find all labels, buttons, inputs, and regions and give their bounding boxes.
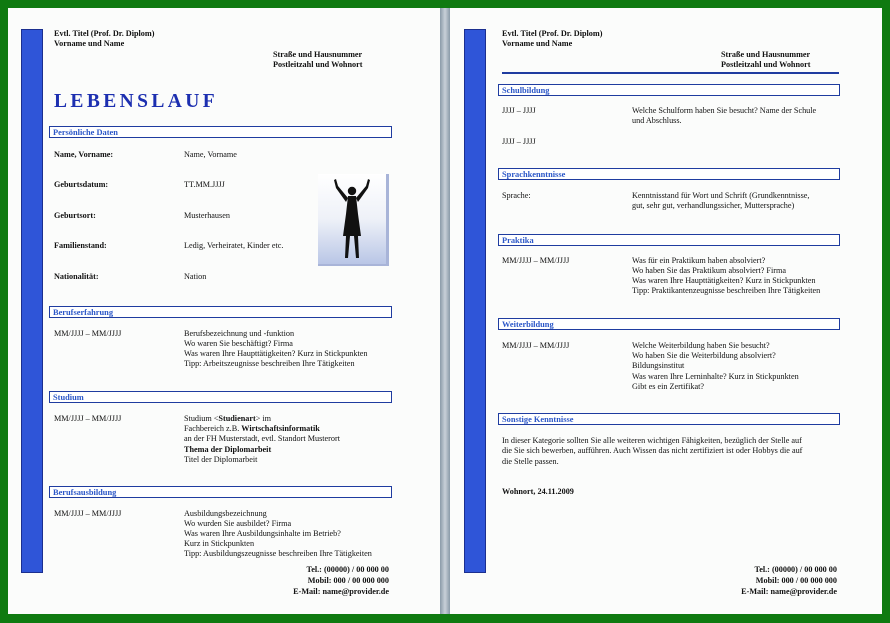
experience-line-1: Berufsbezeichnung und -funktion [184,329,295,338]
personal-value-family: Ledig, Verheiratet, Kinder etc. [184,241,284,250]
school-text-2: und Abschluss. [632,116,682,125]
school-text-1: Welche Schulform haben Sie besucht? Name der Schule [632,106,817,115]
page-left [8,8,440,614]
study-line-2: Fachbereich z.B. Wirtschaftsinformatik [184,424,320,433]
further-line-2: Wo haben Sie die Weiterbildung absolviert? [632,351,776,360]
personal-value-nationality: Nation [184,272,207,281]
footer-email: E-Mail: name@provider.de [741,587,837,596]
section-heading-internships: Praktika [498,234,840,246]
other-line-3: die Stelle passen. [502,457,559,466]
personal-label-family: Familienstand: [54,241,107,250]
study-date: MM/JJJJ – MM/JJJJ [54,414,122,423]
further-line-4: Was waren Ihre Lerninhalte? Kurz in Stickpunkten [632,372,799,381]
header-city: Postleitzahl und Wohnort [721,60,811,69]
further-line-1: Welche Weiterbildung haben Sie besucht? [632,341,770,350]
section-heading-other-skills: Sonstige Kenntnisse [498,413,840,425]
header-divider [502,72,839,74]
section-heading-experience: Berufserfahrung [49,306,392,318]
blue-side-bar [464,29,486,573]
study-line-3: an der FH Musterstadt, evtl. Standort Musterort [184,434,340,443]
personal-label-name: Name, Vorname: [54,150,114,159]
header-title-line: Evtl. Titel (Prof. Dr. Diplom) [54,29,155,38]
training-line-3: Was waren Ihre Ausbildungsinhalte im Betrieb? [184,529,341,538]
section-heading-further-training: Weiterbildung [498,318,840,330]
profile-photo [318,174,389,266]
section-heading-school: Schulbildung [498,84,840,96]
experience-line-3: Was waren Ihre Haupttätigkeiten? Kurz in Stickpunkten [184,349,368,358]
section-heading-training: Berufsausbildung [49,486,392,498]
header-city: Postleitzahl und Wohnort [273,60,363,69]
personal-label-birthdate: Geburtsdatum: [54,180,109,189]
internships-date: MM/JJJJ – MM/JJJJ [502,256,570,265]
footer-tel: Tel.: (00000) / 00 000 00 [754,565,837,574]
header-name-line: Vorname und Name [54,39,125,48]
page-gutter [440,8,450,614]
internships-line-1: Was für ein Praktikum haben absolviert? [632,256,766,265]
training-line-2: Wo wurden Sie ausbildet? Firma [184,519,292,528]
personal-value-name: Name, Vorname [184,150,237,159]
blue-side-bar [21,29,43,573]
section-heading-study: Studium [49,391,392,403]
personal-label-birthplace: Geburtsort: [54,211,96,220]
personal-value-birthdate: TT.MM.JJJJ [184,180,225,189]
footer-mobile: Mobil: 000 / 00 000 000 [307,576,389,585]
training-line-4: Kurz in Stickpunkten [184,539,255,548]
study-thesis-heading: Thema der Diplomarbeit [184,445,272,454]
place-date: Wohnort, 24.11.2009 [502,487,574,496]
internships-line-3: Was waren Ihre Haupttätigkeiten? Kurz in Stickpunkten [632,276,816,285]
personal-value-birthplace: Musterhausen [184,211,230,220]
section-heading-languages: Sprachkenntnisse [498,168,840,180]
header-street: Straße und Hausnummer [721,50,811,59]
footer-email: E-Mail: name@provider.de [293,587,389,596]
footer-mobile: Mobil: 000 / 00 000 000 [755,576,837,585]
personal-label-nationality: Nationalität: [54,272,99,281]
other-line-1: In dieser Kategorie sollten Sie alle weiteren wichtigen Fähigkeiten, bezüglich der Stelle auf [502,436,802,445]
experience-line-4: Tipp: Arbeitszeugnisse beschreiben Ihre Tätigkeiten [184,359,355,368]
training-date: MM/JJJJ – MM/JJJJ [54,509,122,518]
section-heading-personal: Persönliche Daten [49,126,392,138]
further-line-3: Bildungsinstitut [632,361,685,370]
languages-text-1: Kenntnisstand für Wort und Schrift (Grundkenntnisse, [632,191,810,200]
school-date-1: JJJJ – JJJJ [502,106,536,115]
experience-date: MM/JJJJ – MM/JJJJ [54,329,122,338]
other-line-2: die Sie sich bewerben, aufführen. Auch Wissen das nicht zertifiziert ist oder Hobbys die auf [502,446,803,455]
experience-line-2: Wo waren Sie beschäftigt? Firma [184,339,293,348]
further-line-5: Gibt es ein Zertifikat? [632,382,705,391]
footer-tel: Tel.: (00000) / 00 000 00 [306,565,389,574]
study-line-1: Studium <Studienart> im [184,414,272,423]
person-silhouette-icon [318,174,386,264]
languages-label: Sprache: [502,191,531,200]
page-right [450,8,882,614]
school-date-2: JJJJ – JJJJ [502,137,536,146]
study-thesis-title: Titel der Diplomarbeit [184,455,258,464]
training-line-1: Ausbildungsbezeichnung [184,509,267,518]
internships-line-2: Wo haben Sie das Praktikum absolviert? Firma [632,266,786,275]
header-name-line: Vorname und Name [502,39,573,48]
languages-text-2: gut, sehr gut, verhandlungssicher, Muttersprache) [632,201,795,210]
internships-line-4: Tipp: Praktikantenzeugnisse beschreiben Ihre Tätigkeiten [632,286,821,295]
training-line-5: Tipp: Ausbildungszeugnisse beschreiben Ihre Tätigkeiten [184,549,372,558]
further-date: MM/JJJJ – MM/JJJJ [502,341,570,350]
document-title: LEBENSLAUF [54,91,219,112]
header-title-line: Evtl. Titel (Prof. Dr. Diplom) [502,29,603,38]
header-street: Straße und Hausnummer [273,50,363,59]
